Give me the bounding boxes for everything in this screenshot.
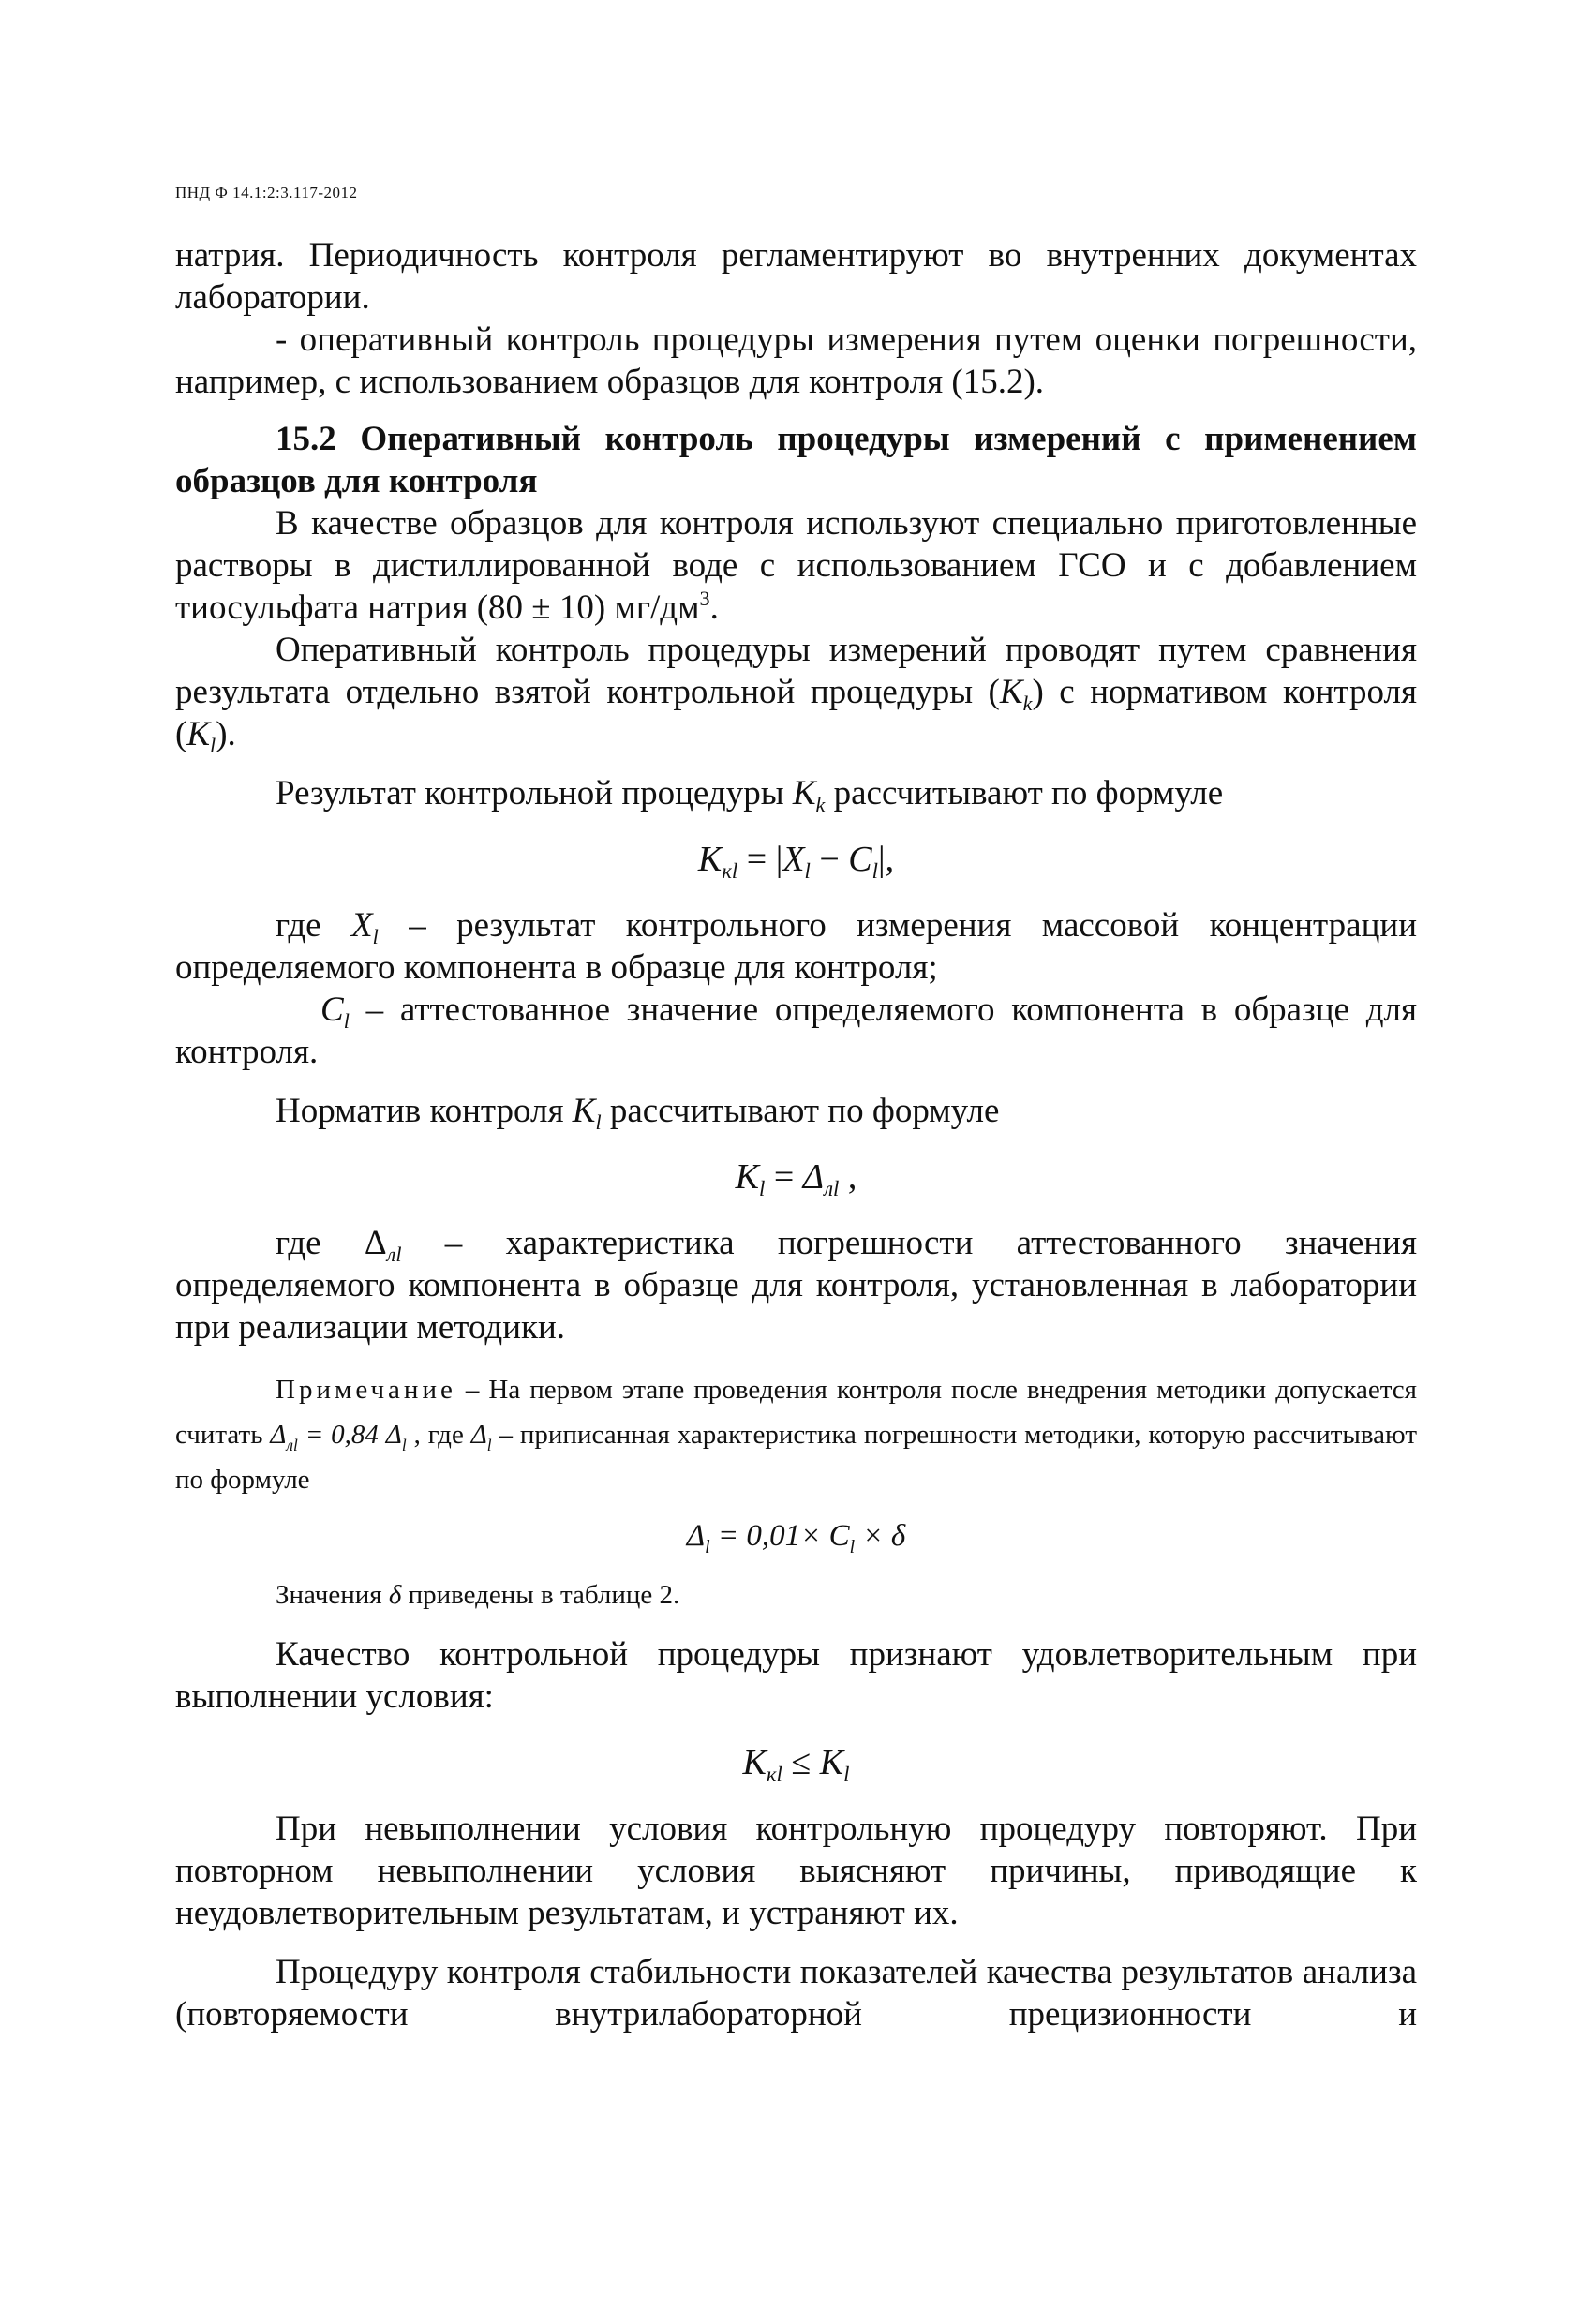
paragraph-2: - оперативный контроль процедуры измерения путем оценки погрешности, например, с использованием образцов для контроля (15.2). <box>175 320 1417 401</box>
paragraph-7: Качество контрольной процедуры признают удовлетворительным при выполнении условия: <box>175 1635 1417 1716</box>
document-code-header: ПНД Ф 14.1:2:3.117-2012 <box>175 184 358 201</box>
paragraph-4: Оперативный контроль процедуры измерений проводят путем сравнения результата отдельно взятой контрольной процедуры $(K_k)$ с нормативом контроля $(K_l)$. <box>175 631 1417 757</box>
section-heading-15-2: 15.2 Оперативный контроль процедуры измерений с применением образцов для контроля <box>175 420 1417 500</box>
formula-kl: $K_l = \Delta_{лl}$ , <box>735 1157 857 1200</box>
page-body <box>175 234 1417 2035</box>
paragraph-6: Норматив контроля $K_l$ рассчитывают по формуле <box>276 1092 1000 1134</box>
paragraph-5: Результат контрольной процедуры $K_k$ рассчитывают по формуле <box>276 774 1224 816</box>
where-x: где $X_l$ – результат контрольного измерения массовой концентрации определяемого компонента в образце для контроля; <box>175 906 1417 987</box>
where-delta: где $\Delta_{лl}$ – характеристика погрешности аттестованного значения определяемого компонента в образце для контроля, установленная в лаборатории при реализации методики. <box>175 1224 1417 1347</box>
paragraph-9: Процедуру контроля стабильности показателей качества результатов анализа (повторяемости внутрилабораторной прецизионности и <box>175 1953 1417 2034</box>
formula-condition: $K_{кl} \le K_l$ <box>742 1743 850 1786</box>
paragraph-3: В качестве образцов для контроля используют специально приготовленные растворы в дистиллированной воде с использованием ГСО и с добавлением тиосульфата натрия (80 ± 10) $мг/дм^3$. <box>175 504 1417 627</box>
paragraph-1: натрия. Периодичность контроля регламентируют во внутренних документах лаборатории. <box>175 236 1417 317</box>
note-delta-values: Значения δ приведены в таблице 2. <box>276 1580 680 1610</box>
where-c: $C_l$ – аттестованное значение определяемого компонента в образце для контроля. <box>175 991 1417 1071</box>
formula-kk: $K_{кl} = |X_l - C_l|$, <box>697 840 895 883</box>
note-block: Примечание – На первом этапе проведения контроля после внедрения методики допускается считать $\Delta_{лl} = 0,84$ $\Delta_l$ , где $\Delta_l$ – приписанная характеристика погрешности методики, которую рассчитывают по формуле <box>175 1375 1418 1495</box>
paragraph-8: При невыполнении условия контрольную процедуру повторяют. При повторном невыполнении условия выясняют причины, приводящие к неудовлетворительным результатам, и устраняют их. <box>175 1810 1417 1932</box>
formula-delta-l: $\Delta_l = 0,01\times C_l \times \delta$ <box>686 1519 906 1557</box>
